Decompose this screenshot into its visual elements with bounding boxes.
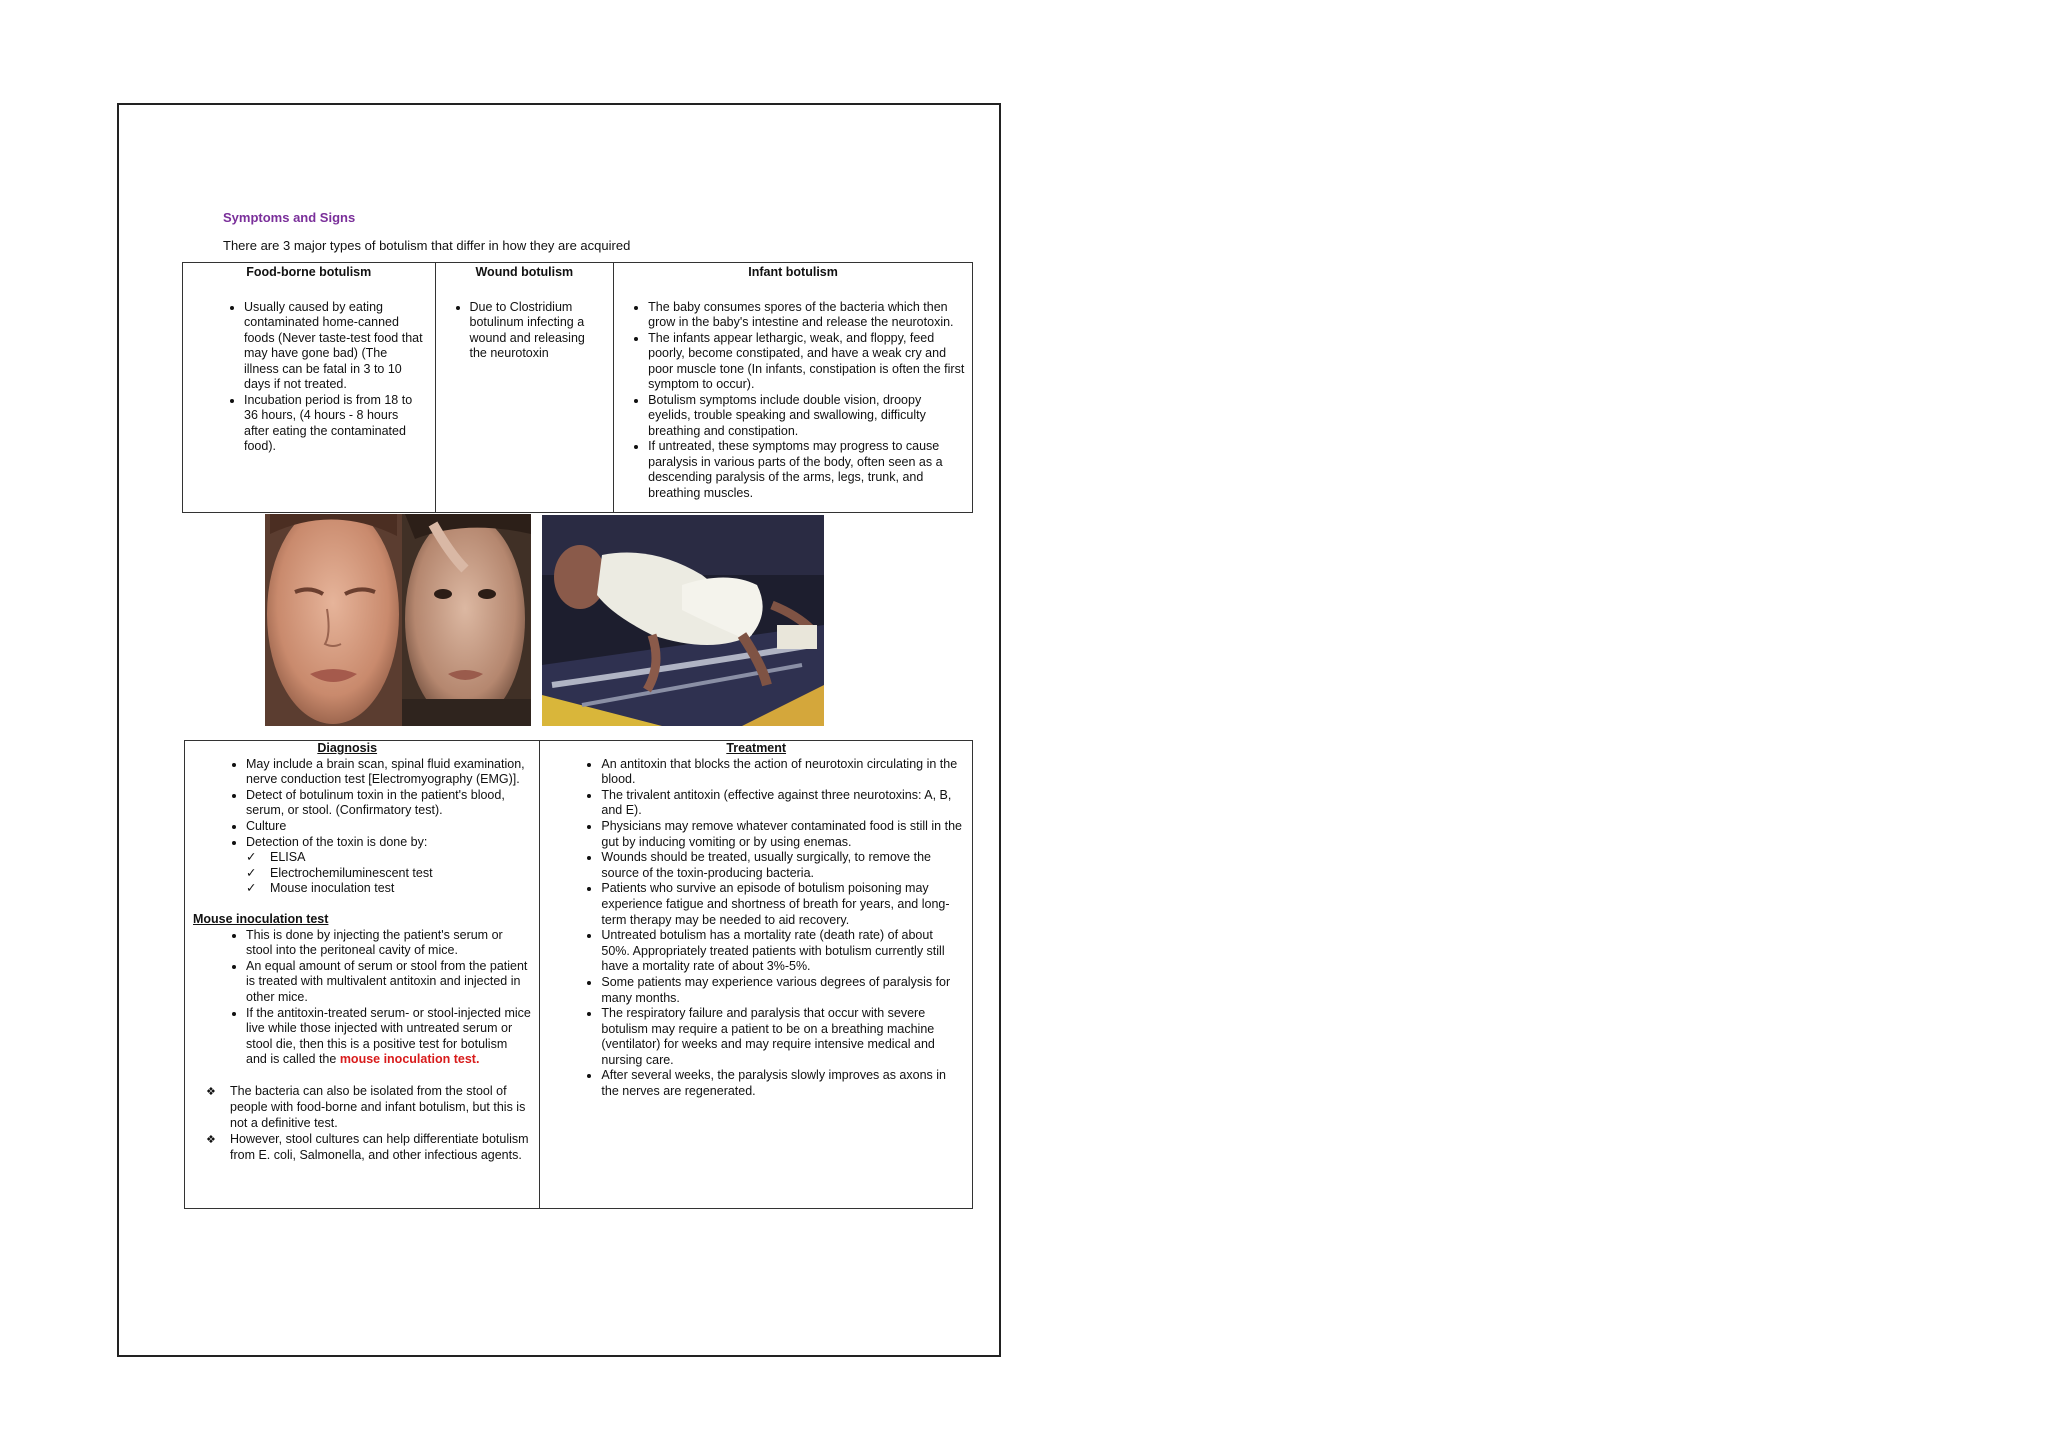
list-item: • An equal amount of serum or stool from the patient is treated with multivalent antitoxin and injected in other mice.	[246, 959, 531, 1006]
infant-column	[614, 263, 973, 513]
wound-header: Wound botulism	[475, 265, 574, 279]
list-item: • Patients who survive an episode of botulism poisoning may experience fatigue and shortness of breath for years, and long-term therapy may be needed to aid recovery.	[601, 881, 964, 928]
method-item: ✓ ELISA	[270, 850, 531, 866]
list-item: • An antitoxin that blocks the action of neurotoxin circulating in the blood.	[601, 757, 964, 788]
section-title: Symptoms and Signs	[223, 210, 356, 225]
list-item: • The trivalent antitoxin (effective against three neurotoxins: A, B, and E).	[601, 788, 964, 819]
mouse-inoculation-highlight: mouse inoculation test.	[339, 1052, 480, 1067]
note-item: ❖ However, stool cultures can help differentiate botulism from E. coli, Salmonella, and other infectious agents.	[230, 1132, 531, 1164]
list-item: • Wounds should be treated, usually surgically, to remove the source of the toxin-producing bacteria.	[601, 850, 964, 881]
detection-methods	[246, 850, 531, 897]
diagnosis-header: Diagnosis	[317, 741, 378, 755]
diagnosis-treatment-table	[184, 740, 973, 1209]
infant-patient-photo	[542, 515, 824, 726]
diagnosis-column	[185, 741, 540, 1209]
treatment-column	[540, 741, 973, 1209]
food-borne-header: Food-borne botulism	[246, 265, 372, 279]
method-item: ✓ Mouse inoculation test	[270, 881, 531, 897]
list-item: • May include a brain scan, spinal fluid examination, nerve conduction test [Electromyography (EMG)].	[246, 757, 531, 788]
treatment-header: Treatment	[726, 741, 787, 755]
list-item: • Physicians may remove whatever contaminated food is still in the gut by inducing vomiting or by using enemas.	[601, 819, 964, 850]
list-item: • Due to Clostridium botulinum infecting a wound and releasing the neurotoxin	[470, 300, 606, 362]
list-item: • Incubation period is from 18 to 36 hours, (4 hours - 8 hours after eating the contaminated food).	[244, 393, 425, 455]
infant-header: Infant botulism	[748, 265, 838, 279]
mouse-inoculation-header: Mouse inoculation test	[193, 911, 329, 926]
list-item: • Untreated botulism has a mortality rate (death rate) of about 50%. Appropriately treated patients with botulism currently still have a mortality rate of about 3%-5%.	[601, 928, 964, 975]
list-item: • After several weeks, the paralysis slowly improves as axons in the nerves are regenerated.	[601, 1068, 964, 1099]
intro-text: There are 3 major types of botulism that differ in how they are acquired	[223, 238, 631, 253]
list-item: • Culture	[246, 819, 531, 835]
mouse-last-text: If the antitoxin-treated serum- or stool-injected mice live while those injected with untreated serum or stool die, then this is a positive test for botulism and is called the	[246, 1005, 531, 1067]
list-item: • This is done by injecting the patient's serum or stool into the peritoneal cavity of mice.	[246, 928, 531, 959]
list-item: • The respiratory failure and paralysis that occur with severe botulism may require a patient to be on a breathing machine (ventilator) for weeks and may require intensive medical and nursing care.	[601, 1006, 964, 1068]
wound-column	[435, 263, 614, 513]
note-item: ❖ The bacteria can also be isolated from the stool of people with food-borne and infant botulism, but this is not a definitive test.	[230, 1084, 531, 1132]
botulism-types-table	[182, 262, 973, 513]
patient-faces-photo	[265, 514, 531, 726]
list-item	[246, 835, 531, 897]
list-item: • Some patients may experience various degrees of paralysis for many months.	[601, 975, 964, 1006]
detection-label: Detection of the toxin is done by:	[246, 834, 428, 849]
list-item: • If untreated, these symptoms may progress to cause paralysis in various parts of the body, often seen as a descending paralysis of the arms, legs, trunk, and breathing muscles.	[648, 439, 966, 501]
list-item: • The infants appear lethargic, weak, and floppy, feed poorly, become constipated, and have a weak cry and poor muscle tone (In infants, constipation is often the first symptom to occur).	[648, 331, 966, 393]
food-borne-column	[183, 263, 436, 513]
list-item: • The baby consumes spores of the bacteria which then grow in the baby's intestine and release the neurotoxin.	[648, 300, 966, 331]
list-item: • Botulism symptoms include double vision, droopy eyelids, trouble speaking and swallowing, difficulty breathing and constipation.	[648, 393, 966, 440]
list-item	[246, 1006, 531, 1068]
list-item: • Usually caused by eating contaminated home-canned foods (Never taste-test food that may have gone bad) (The illness can be fatal in 3 to 10 days if not treated.	[244, 300, 425, 393]
list-item: • Detect of botulinum toxin in the patient's blood, serum, or stool. (Confirmatory test).	[246, 788, 531, 819]
method-item: ✓ Electrochemiluminescent test	[270, 866, 531, 882]
